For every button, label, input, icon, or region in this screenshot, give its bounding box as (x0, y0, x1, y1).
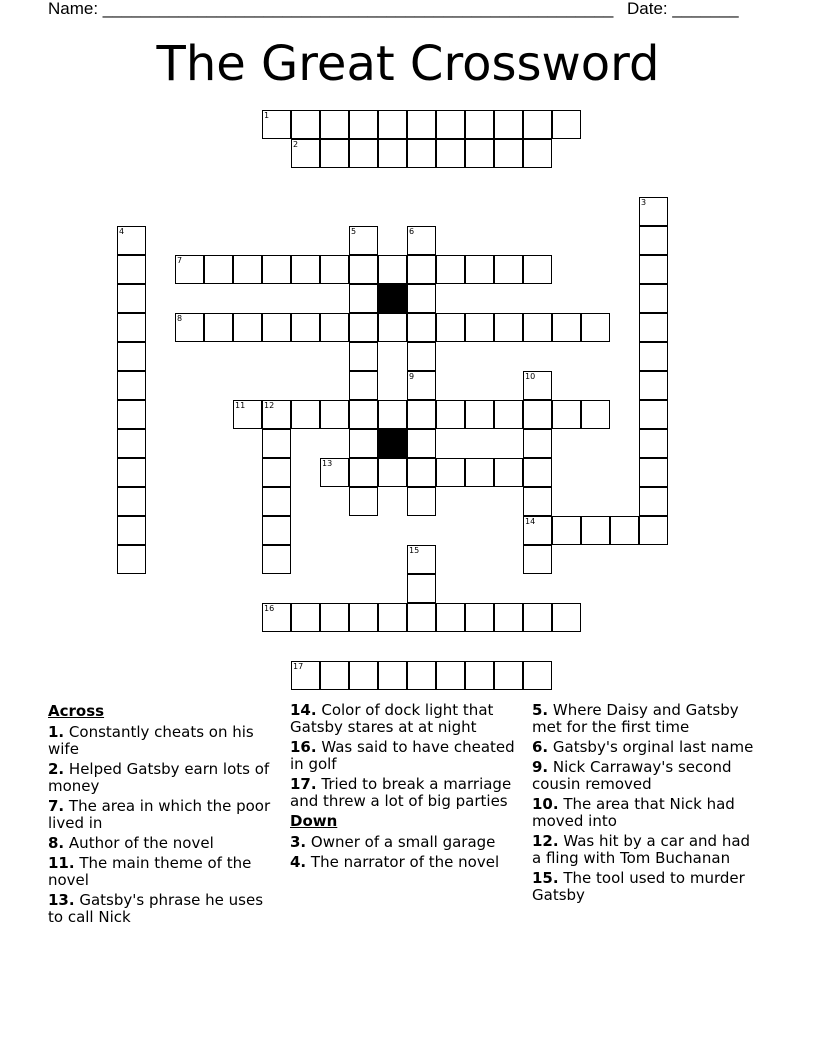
grid-cell[interactable] (494, 110, 523, 139)
grid-cell[interactable] (523, 371, 552, 400)
grid-cell[interactable] (175, 313, 204, 342)
grid-cell[interactable] (436, 661, 465, 690)
grid-cell[interactable] (262, 603, 291, 632)
grid-cell[interactable] (262, 255, 291, 284)
grid-cell[interactable] (523, 313, 552, 342)
grid-cell[interactable] (320, 400, 349, 429)
clue-number: 1 (264, 111, 270, 120)
grid-cell[interactable] (204, 313, 233, 342)
grid-cell[interactable] (291, 110, 320, 139)
grid-cell[interactable] (639, 371, 668, 400)
grid-cell[interactable] (378, 458, 407, 487)
grid-cell[interactable] (465, 313, 494, 342)
grid-cell[interactable] (291, 313, 320, 342)
clue-across-2: 2. Helped Gatsby earn lots of money (48, 760, 270, 795)
clue-number: 8 (177, 314, 183, 323)
grid-cell[interactable] (465, 400, 494, 429)
grid-cell[interactable] (117, 429, 146, 458)
clue-number: 7 (177, 256, 183, 265)
grid-cell[interactable] (262, 545, 291, 574)
clue-across-1: 1. Constantly cheats on his wife (48, 723, 254, 758)
clue-number: 10 (525, 372, 536, 381)
grid-cell[interactable] (523, 487, 552, 516)
grid-cell[interactable] (175, 255, 204, 284)
grid-cell[interactable] (117, 226, 146, 255)
clue-down-6: 6. Gatsby's orginal last name (532, 738, 754, 756)
grid-cell[interactable] (117, 371, 146, 400)
grid-cell[interactable] (349, 603, 378, 632)
grid-cell[interactable] (465, 603, 494, 632)
grid-cell[interactable] (349, 371, 378, 400)
grid-cell[interactable] (378, 661, 407, 690)
grid-cell[interactable] (407, 429, 436, 458)
clue-number: 4 (119, 227, 125, 236)
clue-number: 12 (264, 401, 275, 410)
clue-number: 14 (525, 517, 536, 526)
grid-cell[interactable] (262, 516, 291, 545)
clue-across-16: 16. Was said to have cheated in golf (290, 738, 515, 773)
grid-cell[interactable] (552, 516, 581, 545)
clue-number: 17 (293, 662, 304, 671)
grid-cell[interactable] (349, 110, 378, 139)
grid-cell[interactable] (349, 139, 378, 168)
down-heading: Down (290, 812, 338, 830)
grid-cell[interactable] (407, 371, 436, 400)
grid-cell[interactable] (378, 110, 407, 139)
grid-cell[interactable] (262, 313, 291, 342)
grid-cell[interactable] (639, 226, 668, 255)
grid-cell[interactable] (523, 603, 552, 632)
grid-cell[interactable] (465, 458, 494, 487)
grid-cell[interactable] (349, 487, 378, 516)
grid-cell[interactable] (552, 110, 581, 139)
grid-cell[interactable] (291, 603, 320, 632)
grid-cell[interactable] (407, 545, 436, 574)
grid-cell[interactable] (436, 255, 465, 284)
grid-cell[interactable] (320, 313, 349, 342)
grid-cell[interactable] (349, 661, 378, 690)
grid-cell[interactable] (407, 487, 436, 516)
grid-cell[interactable] (407, 603, 436, 632)
clue-number: 5 (351, 227, 357, 236)
grid-cell[interactable] (639, 458, 668, 487)
grid-cell[interactable] (291, 255, 320, 284)
grid-cell[interactable] (494, 139, 523, 168)
clue-across-13: 13. Gatsby's phrase he uses to call Nick (48, 891, 264, 926)
grid-cell[interactable] (639, 516, 668, 545)
clue-down-5: 5. Where Daisy and Gatsby met for the first time (532, 701, 739, 736)
grid-cell[interactable] (639, 313, 668, 342)
across-heading: Across (48, 702, 105, 720)
grid-cell[interactable] (320, 255, 349, 284)
grid-cell[interactable] (523, 429, 552, 458)
grid-cell[interactable] (465, 139, 494, 168)
grid-cell[interactable] (523, 661, 552, 690)
grid-cell[interactable] (320, 458, 349, 487)
clue-across-17: 17. Tried to break a marriage and threw a lot of big parties (290, 775, 512, 810)
grid-cell[interactable] (117, 516, 146, 545)
clue-number: 13 (322, 459, 333, 468)
grid-cell[interactable] (262, 487, 291, 516)
grid-cell[interactable] (407, 313, 436, 342)
grid-cell[interactable] (378, 603, 407, 632)
grid-cell[interactable] (639, 284, 668, 313)
grid-cell[interactable] (523, 545, 552, 574)
clues-column-2 (290, 702, 520, 874)
clue-across-7: 7. The area in which the poor lived in (48, 797, 271, 832)
clue-number: 11 (235, 401, 246, 410)
grid-cell[interactable] (233, 313, 262, 342)
grid-cell[interactable] (436, 139, 465, 168)
clue-down-3: 3. Owner of a small garage (290, 833, 496, 851)
grid-cell[interactable] (436, 400, 465, 429)
grid-cell[interactable] (320, 110, 349, 139)
grid-cell[interactable] (117, 487, 146, 516)
grid-cell[interactable] (436, 603, 465, 632)
grid-cell[interactable] (639, 197, 668, 226)
grid-cell[interactable] (117, 342, 146, 371)
grid-cell[interactable] (291, 400, 320, 429)
grid-cell[interactable] (349, 284, 378, 313)
name-field[interactable]: Name: ______________________________________________________ (48, 0, 614, 18)
clues-column-3 (532, 702, 762, 907)
grid-cell[interactable] (378, 255, 407, 284)
grid-cell[interactable] (494, 400, 523, 429)
grid-cell[interactable] (523, 255, 552, 284)
grid-cell[interactable] (349, 429, 378, 458)
clue-down-4: 4. The narrator of the novel (290, 853, 500, 871)
clue-across-14: 14. Color of dock light that Gatsby stares at at night (290, 701, 494, 736)
grid-cell[interactable] (320, 661, 349, 690)
black-square (378, 429, 407, 458)
clue-number: 16 (264, 604, 275, 613)
grid-cell[interactable] (494, 313, 523, 342)
grid-cell[interactable] (465, 255, 494, 284)
clue-down-12: 12. Was hit by a car and had a fling with Tom Buchanan (532, 832, 751, 867)
grid-cell[interactable] (117, 284, 146, 313)
grid-cell[interactable] (320, 139, 349, 168)
grid-cell[interactable] (494, 255, 523, 284)
grid-cell[interactable] (262, 400, 291, 429)
grid-cell[interactable] (465, 110, 494, 139)
grid-cell[interactable] (407, 574, 436, 603)
grid-cell[interactable] (639, 429, 668, 458)
grid-cell[interactable] (407, 139, 436, 168)
grid-cell[interactable] (639, 342, 668, 371)
grid-cell[interactable] (523, 458, 552, 487)
clue-number: 3 (641, 198, 647, 207)
grid-cell[interactable] (378, 313, 407, 342)
black-square (378, 284, 407, 313)
grid-cell[interactable] (436, 458, 465, 487)
grid-cell[interactable] (378, 400, 407, 429)
clue-number: 15 (409, 546, 420, 555)
grid-cell[interactable] (610, 516, 639, 545)
grid-cell[interactable] (204, 255, 233, 284)
grid-cell[interactable] (639, 400, 668, 429)
grid-cell[interactable] (378, 139, 407, 168)
grid-cell[interactable] (262, 429, 291, 458)
grid-cell[interactable] (117, 313, 146, 342)
grid-cell[interactable] (523, 516, 552, 545)
grid-cell[interactable] (436, 110, 465, 139)
grid-cell[interactable] (320, 603, 349, 632)
grid-cell[interactable] (639, 487, 668, 516)
clue-number: 6 (409, 227, 415, 236)
grid-cell[interactable] (407, 110, 436, 139)
grid-cell[interactable] (233, 255, 262, 284)
grid-cell[interactable] (581, 516, 610, 545)
grid-cell[interactable] (581, 313, 610, 342)
grid-cell[interactable] (523, 139, 552, 168)
clue-down-15: 15. The tool used to murder Gatsby (532, 869, 745, 904)
grid-cell[interactable] (349, 458, 378, 487)
clue-down-9: 9. Nick Carraway's second cousin removed (532, 758, 732, 793)
grid-cell[interactable] (117, 545, 146, 574)
grid-cell[interactable] (407, 458, 436, 487)
grid-cell[interactable] (349, 342, 378, 371)
grid-cell[interactable] (291, 139, 320, 168)
grid-cell[interactable] (262, 110, 291, 139)
grid-cell[interactable] (349, 226, 378, 255)
clue-across-11: 11. The main theme of the novel (48, 854, 252, 889)
grid-cell[interactable] (262, 458, 291, 487)
grid-cell[interactable] (117, 255, 146, 284)
grid-cell[interactable] (407, 342, 436, 371)
grid-cell[interactable] (465, 661, 494, 690)
grid-cell[interactable] (494, 661, 523, 690)
clue-across-8: 8. Author of the novel (48, 834, 214, 852)
date-field[interactable]: Date: _______ (627, 0, 739, 18)
grid-cell[interactable] (233, 400, 262, 429)
grid-cell[interactable] (581, 400, 610, 429)
grid-cell[interactable] (407, 661, 436, 690)
grid-cell[interactable] (523, 400, 552, 429)
grid-cell[interactable] (407, 400, 436, 429)
page-title: The Great Crossword (156, 36, 660, 92)
grid-cell[interactable] (639, 255, 668, 284)
grid-cell[interactable] (407, 226, 436, 255)
clue-number: 9 (409, 372, 415, 381)
grid-cell[interactable] (552, 400, 581, 429)
grid-cell[interactable] (117, 400, 146, 429)
clues-column-1 (48, 702, 276, 929)
grid-cell[interactable] (349, 255, 378, 284)
clue-number: 2 (293, 140, 299, 149)
grid-cell[interactable] (349, 400, 378, 429)
grid-cell[interactable] (407, 284, 436, 313)
grid-cell[interactable] (552, 313, 581, 342)
grid-cell[interactable] (436, 313, 465, 342)
clue-down-10: 10. The area that Nick had moved into (532, 795, 735, 830)
grid-cell[interactable] (291, 661, 320, 690)
grid-cell[interactable] (552, 603, 581, 632)
grid-cell[interactable] (523, 110, 552, 139)
grid-cell[interactable] (349, 313, 378, 342)
grid-cell[interactable] (494, 603, 523, 632)
grid-cell[interactable] (117, 458, 146, 487)
grid-cell[interactable] (494, 458, 523, 487)
grid-cell[interactable] (407, 255, 436, 284)
